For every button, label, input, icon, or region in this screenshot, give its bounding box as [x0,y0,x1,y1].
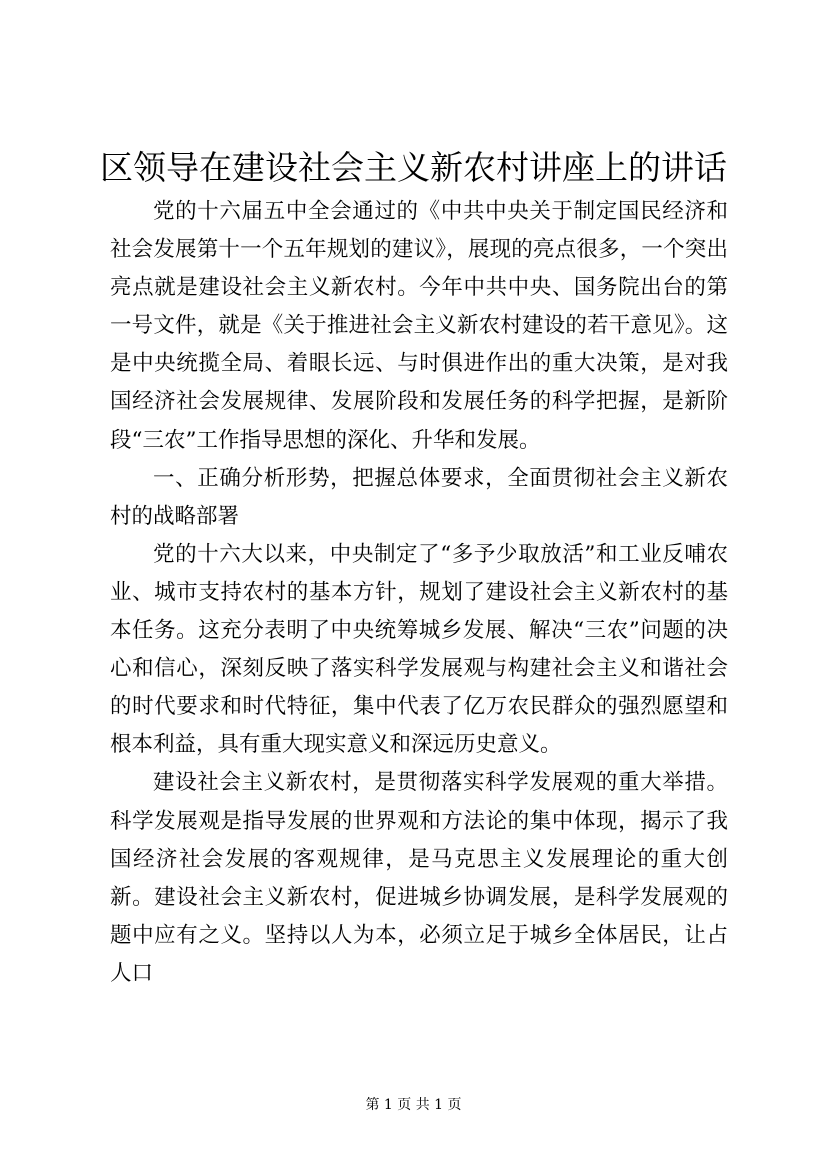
paragraph-intro: 党的十六届五中全会通过的《中共中央关于制定国民经济和社会发展第十一个五年规划的建议》，展现的亮点很多，一个突出亮点就是建设社会主义新农村。今年中共中央、国务院出台的第一号文件，就是《关于推进社会主义新农村建设的若干意见》。这是中央统揽全局、着眼长远、与时俱进作出的重大决策，是对我国经济社会发展规律、发展阶段和发展任务的科学把握，是新阶段“三农”工作指导思想的深化、升华和发展。 [110,199,728,453]
paragraph-policy: 党的十六大以来，中央制定了“多予少取放活”和工业反哺农业、城市支持农村的基本方针，规划了建设社会主义新农村的基本任务。这充分表明了中央统筹城乡发展、解决“三农”问题的决心和信心，深刻反映了落实科学发展观与构建社会主义和谐社会的时代要求和时代特征，集中代表了亿万农民群众的强烈愿望和根本利益，具有重大现实意义和深远历史意义。 [110,541,728,758]
page-footer: 第 1 页 共 1 页 [365,1097,462,1113]
section-heading-1: 一、正确分析形势，把握总体要求，全面贯彻社会主义新农村的战略部署 [110,465,728,529]
document-title: 区领导在建设社会主义新农村讲座上的讲话 [100,148,727,187]
paragraph-scientific-development: 建设社会主义新农村，是贯彻落实科学发展观的重大举措。科学发展观是指导发展的世界观和方法论的集中体现，揭示了我国经济社会发展的客观规律，是马克思主义发展理论的重大创新。建设社会主义新农村，促进城乡协调发展，是科学发展观的题中应有之义。坚持以人为本，必须立足于城乡全体居民，让占人口 [110,770,728,986]
document-body [110,193,728,993]
